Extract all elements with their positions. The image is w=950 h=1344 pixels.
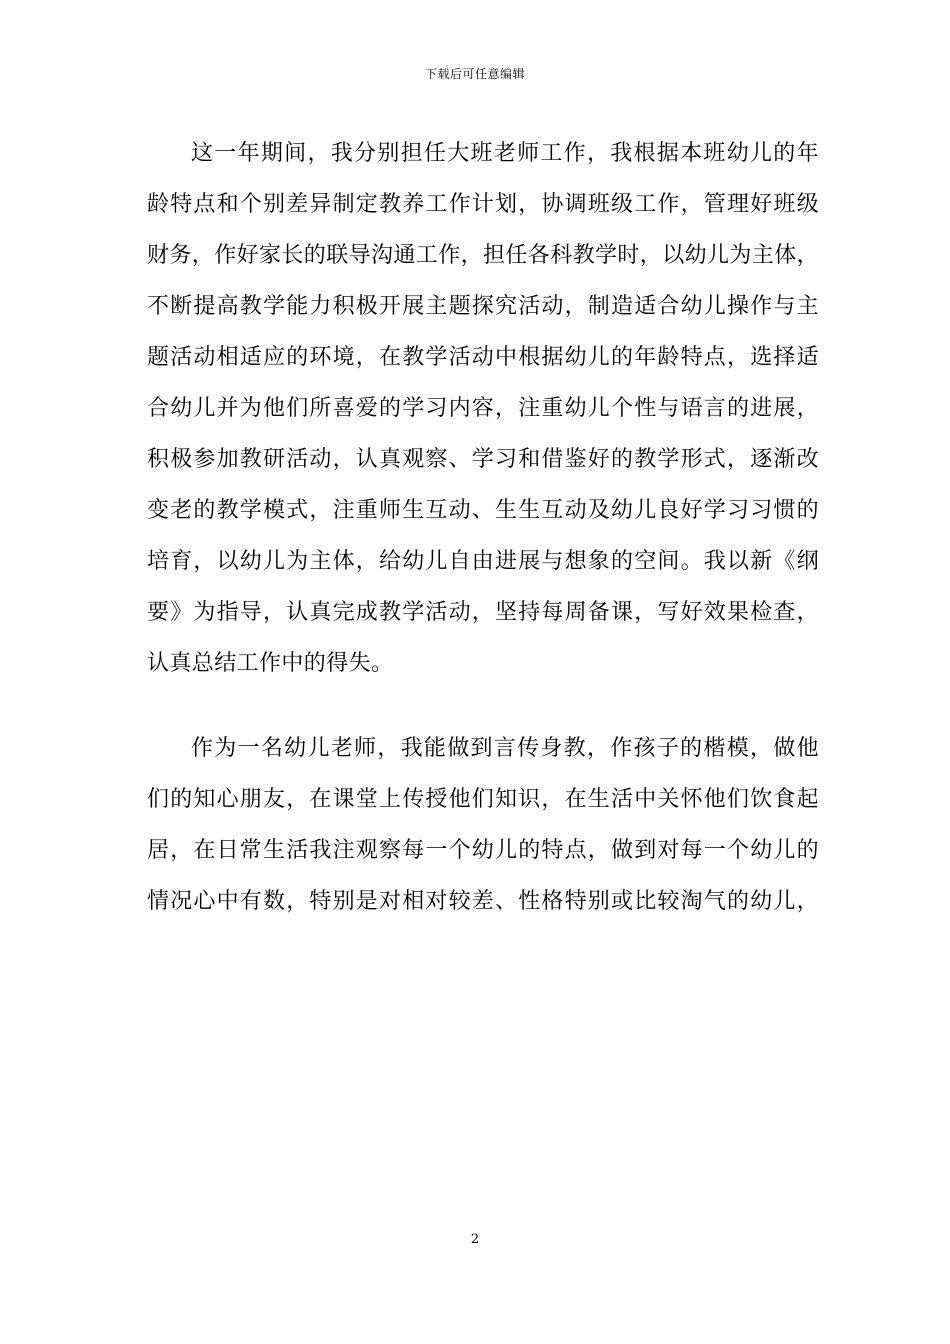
text-line: 培育，以幼儿为主体，给幼儿自由进展与想象的空间。我以新《纲 [147, 549, 819, 574]
paragraph-gap [147, 689, 819, 723]
document-body [147, 128, 819, 927]
text-line: 这一年期间，我分别担任大班老师工作，我根据本班幼儿的年 [191, 141, 819, 166]
text-line: 题活动相适应的环境，在教学活动中根据幼儿的年龄特点，选择适 [147, 345, 819, 370]
text-line: 积极参加教研活动，认真观察、学习和借鉴好的教学形式，逐渐改 [147, 447, 819, 472]
text-line: 居，在日常生活我注观察每一个幼儿的特点，做到对每一个幼儿的 [147, 838, 819, 863]
text-line: 不断提高教学能力积极开展主题探究活动，制造适合幼儿操作与主 [147, 294, 819, 319]
paragraph-2 [147, 723, 819, 927]
text-line: 财务，作好家长的联导沟通工作，担任各科教学时，以幼儿为主体， [147, 243, 819, 268]
text-line: 龄特点和个别差异制定教养工作计划，协调班级工作，管理好班级 [147, 192, 819, 217]
text-line: 情况心中有数，特别是对相对较差、性格特别或比较淘气的幼儿， [147, 889, 819, 914]
text-line: 们的知心朋友，在课堂上传授他们知识，在生活中关怀他们饮食起 [147, 787, 819, 812]
page-header: 下载后可任意编辑 [424, 67, 525, 81]
text-line: 合幼儿并为他们所喜爱的学习内容，注重幼儿个性与语言的进展， [147, 396, 819, 421]
text-line: 要》为指导，认真完成教学活动，坚持每周备课，写好效果检查， [147, 600, 819, 625]
text-line: 变老的教学模式，注重师生互动、生生互动及幼儿良好学习习惯的 [147, 498, 819, 523]
paragraph-1 [147, 128, 819, 689]
page-number: 2 [470, 1232, 480, 1247]
text-line: 认真总结工作中的得失。 [147, 651, 394, 676]
text-line: 作为一名幼儿老师，我能做到言传身教，作孩子的楷模，做他 [191, 736, 819, 761]
